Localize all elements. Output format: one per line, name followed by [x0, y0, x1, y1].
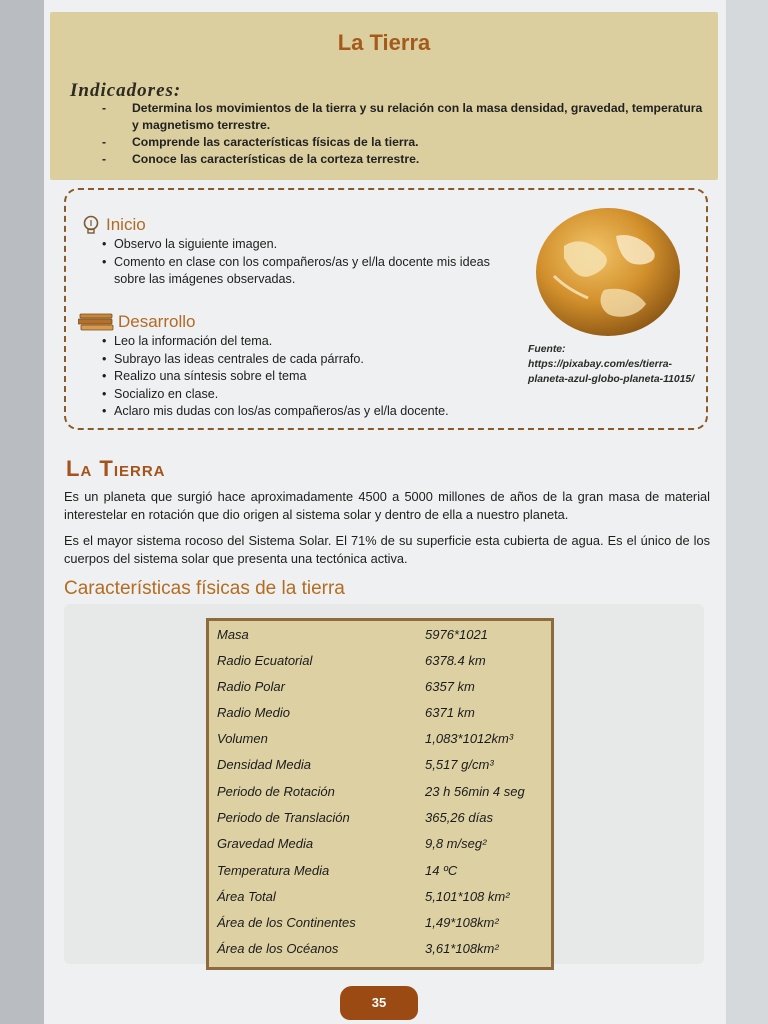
inicio-heading	[80, 214, 146, 236]
table-key: Masa	[217, 627, 249, 642]
table-value: 14 ºC	[425, 863, 458, 878]
table-key: Temperatura Media	[217, 863, 330, 878]
earth-globe-image	[534, 206, 682, 340]
table-row	[215, 753, 551, 779]
table-value: 1,083*1012km³	[425, 731, 514, 746]
table-row	[215, 727, 551, 753]
table-key: Área de los Continentes	[217, 915, 356, 930]
table-row	[215, 675, 551, 701]
table-key: Periodo de Translación	[217, 810, 350, 825]
table-row	[215, 780, 551, 806]
table-key: Gravedad Media	[217, 836, 314, 851]
indicador-item: - Comprende las características físicas de la tierra.	[102, 134, 712, 151]
table-key: Área de los Océanos	[217, 941, 339, 956]
table-key: Densidad Media	[217, 757, 311, 772]
table-value: 23 h 56min 4 seg	[425, 784, 525, 799]
inicio-item: • Observo la siguiente imagen.	[102, 236, 522, 254]
indicador-item: - Determina los movimientos de la tierra y su relación con la masa densidad, gravedad, temperatura y magnetismo terrestre.	[102, 100, 712, 134]
table-value: 1,49*108km²	[425, 915, 499, 930]
page-gutter-left	[0, 0, 44, 1024]
characteristics-table	[206, 618, 554, 970]
desarrollo-heading	[78, 312, 195, 332]
inicio-item: • Comento en clase con los compañeros/as y el/la docente mis ideas sobre las imágenes observadas.	[102, 254, 522, 289]
table-value: 365,26 días	[425, 810, 493, 825]
lightbulb-icon	[80, 214, 102, 236]
table-row	[215, 832, 551, 858]
table-key: Radio Ecuatorial	[217, 653, 313, 668]
desarrollo-heading-text: Desarrollo	[118, 312, 196, 331]
table-value: 6371 km	[425, 705, 475, 720]
table-row	[215, 859, 551, 885]
desarrollo-item: • Socializo en clase.	[102, 386, 562, 404]
inicio-list	[102, 236, 522, 289]
page-title: La Tierra	[337, 30, 431, 55]
table-value: 3,61*108km²	[425, 941, 499, 956]
table-value: 5,517 g/cm³	[425, 757, 494, 772]
image-caption: Fuente: https://pixabay.com/es/tierra-planeta-azul-globo-planeta-11015/	[528, 344, 695, 385]
subsection-title: Características físicas de la tierra	[64, 578, 345, 599]
page-gutter-right	[726, 0, 768, 1024]
page-number: 35	[340, 986, 418, 1020]
table-key: Radio Polar	[217, 679, 285, 694]
desarrollo-list	[102, 333, 562, 421]
book-page	[44, 0, 726, 1024]
indicadores-list	[102, 100, 712, 168]
table-row	[215, 649, 551, 675]
paragraph-origin: Es un planeta que surgió hace aproximadamente 4500 a 5000 millones de años de la gran masa de material interestelar en rotación que dio origen al sistema solar y dentro de ella a nuestro planeta.	[64, 489, 710, 522]
table-key: Periodo de Rotación	[217, 784, 335, 799]
table-value: 5,101*108 km²	[425, 889, 510, 904]
table-key: Área Total	[217, 889, 276, 904]
indicadores-label: Indicadores:	[70, 80, 182, 101]
table-row	[215, 623, 551, 649]
desarrollo-item: • Leo la información del tema.	[102, 333, 562, 351]
table-row	[215, 911, 551, 937]
table-value: 5976*1021	[425, 627, 488, 642]
inicio-heading-text: Inicio	[106, 215, 146, 234]
table-key: Radio Medio	[217, 705, 290, 720]
table-row	[215, 806, 551, 832]
indicadores-box	[50, 12, 718, 180]
desarrollo-item: • Subrayo las ideas centrales de cada párrafo.	[102, 351, 562, 369]
table-row	[215, 885, 551, 911]
table-row	[215, 937, 551, 963]
desarrollo-item: • Realizo una síntesis sobre el tema	[102, 368, 562, 386]
books-icon	[78, 312, 114, 332]
earth-image	[534, 206, 682, 340]
table-key: Volumen	[217, 731, 268, 746]
table-value: 6378.4 km	[425, 653, 486, 668]
paragraph-tectonics: Es el mayor sistema rocoso del Sistema Solar. El 71% de su superficie esta cubierta de agua. Es el único de los cuerpos del sistema solar que presenta una tectónica activa.	[64, 533, 710, 566]
indicador-item: - Conoce las características de la corteza terrestre.	[102, 151, 712, 168]
desarrollo-item: • Aclaro mis dudas con los/as compañeros/as y el/la docente.	[102, 403, 562, 421]
section-title: La Tierra	[66, 456, 166, 481]
table-value: 9,8 m/seg²	[425, 836, 487, 851]
table-row	[215, 701, 551, 727]
table-value: 6357 km	[425, 679, 475, 694]
